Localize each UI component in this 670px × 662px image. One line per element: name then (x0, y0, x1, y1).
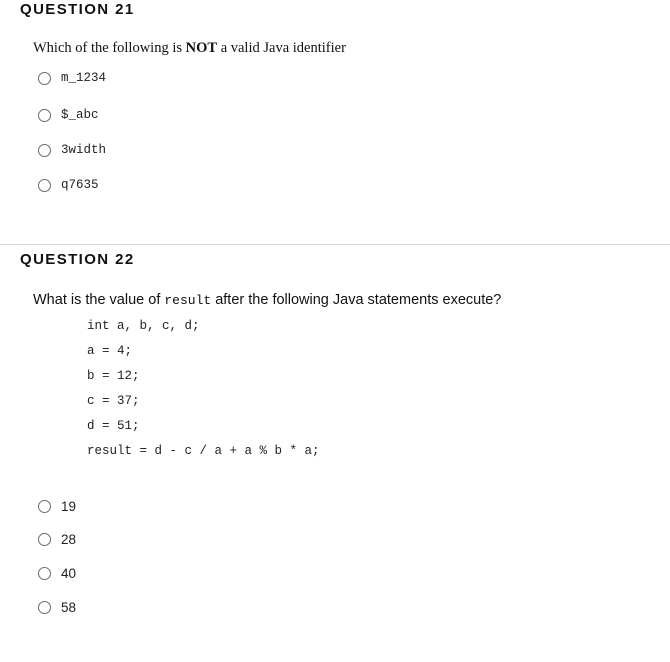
option-label: $_abc (61, 108, 99, 122)
q21-option-4[interactable] (38, 175, 99, 195)
q22-option-2[interactable] (38, 529, 76, 549)
radio-button[interactable] (38, 72, 51, 85)
radio-button[interactable] (38, 533, 51, 546)
option-label: 3width (61, 143, 107, 157)
q21-option-1[interactable] (38, 68, 106, 88)
radio-button[interactable] (38, 601, 51, 614)
code-line: c = 37; (87, 394, 140, 408)
radio-button[interactable] (38, 179, 51, 192)
option-label: 19 (61, 498, 77, 514)
prompt-text: after the following Java statements execute? (211, 292, 502, 308)
q22-option-3[interactable] (38, 563, 76, 583)
question-21-title: QUESTION 21 (20, 1, 135, 18)
q21-option-2[interactable] (38, 105, 99, 125)
question-divider (0, 244, 670, 245)
code-line: a = 4; (87, 344, 133, 358)
radio-button[interactable] (38, 144, 51, 157)
code-line: int a, b, c, d; (87, 319, 200, 333)
q22-option-1[interactable] (38, 496, 76, 516)
prompt-text: What is the value of (33, 292, 165, 308)
q22-option-4[interactable] (38, 597, 76, 617)
option-label: 40 (61, 565, 77, 581)
radio-button[interactable] (38, 500, 51, 513)
code-line: d = 51; (87, 419, 140, 433)
option-label: 58 (61, 599, 77, 615)
code-line: b = 12; (87, 369, 140, 383)
prompt-code: result (164, 293, 212, 308)
question-22-prompt (33, 292, 501, 308)
question-21-prompt (33, 40, 346, 57)
prompt-text: a valid Java identifier (217, 40, 346, 56)
question-22-title: QUESTION 22 (20, 251, 135, 268)
option-label: q7635 (61, 178, 99, 192)
option-label: m_1234 (61, 71, 107, 85)
option-label: 28 (61, 531, 77, 547)
prompt-emphasis: NOT (185, 40, 218, 56)
radio-button[interactable] (38, 109, 51, 122)
q21-option-3[interactable] (38, 140, 106, 160)
prompt-text: Which of the following is (33, 40, 186, 56)
radio-button[interactable] (38, 567, 51, 580)
code-line: result = d - c / a + a % b * a; (87, 444, 320, 458)
